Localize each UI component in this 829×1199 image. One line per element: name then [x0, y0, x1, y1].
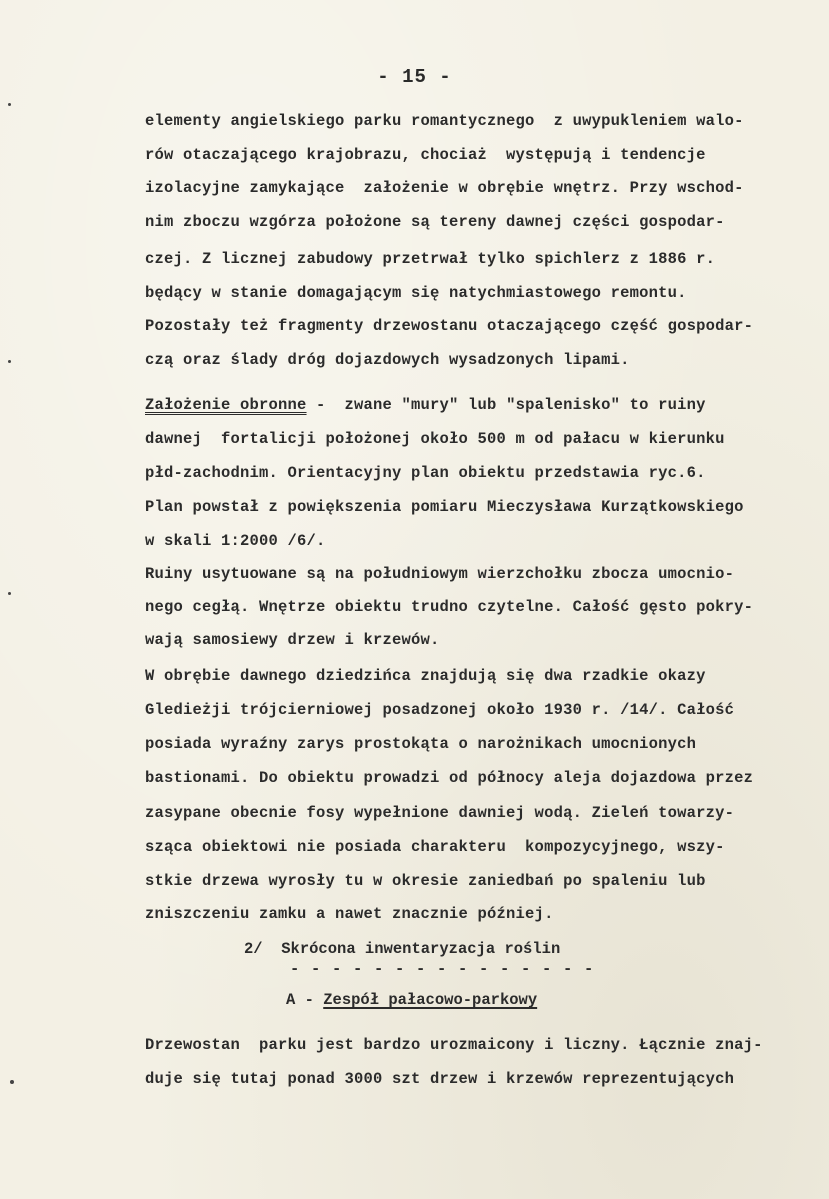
text-line: czą oraz ślady dróg dojazdowych wysadzonych lipami. [145, 351, 630, 369]
text-line: rów otaczającego krajobrazu, chociaż występują i tendencje [145, 146, 706, 164]
paragraph-heading: Założenie obronne [145, 396, 307, 414]
text-line: izolacyjne zamykające założenie w obrębie wnętrz. Przy wschod- [145, 179, 744, 197]
text-line: elementy angielskiego parku romantycznego z uwypukleniem walo- [145, 112, 744, 130]
text-line: Ruiny usytuowane są na południowym wierzchołku zbocza umocnio- [145, 565, 735, 583]
text-line: stkie drzewa wyrosły tu w okresie zaniedbań po spaleniu lub [145, 872, 706, 890]
text-line: posiada wyraźny zarys prostokąta o narożnikach umocnionych [145, 735, 697, 753]
subsection-heading [286, 991, 537, 1009]
text-run: - zwane "mury" lub "spalenisko" to ruiny [306, 396, 706, 414]
text-line: W obrębie dawnego dziedzińca znajdują się dwa rzadkie okazy [145, 667, 706, 685]
subsection-title: Zespół pałacowo-parkowy [323, 991, 538, 1009]
text-line: nego cegłą. Wnętrze obiektu trudno czytelne. Całość gęsto pokry- [145, 598, 754, 616]
section-underline-dashes: - - - - - - - - - - - - - - - [290, 960, 595, 978]
text-line: zasypane obecnie fosy wypełnione dawniej wodą. Zieleń towarzy- [145, 804, 735, 822]
text-line: bastionami. Do obiektu prowadzi od północy aleja dojazdowa przez [145, 769, 754, 787]
text-line: nim zboczu wzgórza położone są tereny dawnej części gospodar- [145, 213, 725, 231]
text-line: Drzewostan parku jest bardzo urozmaicony i liczny. Łącznie znaj- [145, 1036, 763, 1054]
text-line: płd-zachodnim. Orientacyjny plan obiektu przedstawia ryc.6. [145, 464, 706, 482]
text-line: Pozostały też fragmenty drzewostanu otaczającego część gospodar- [145, 317, 754, 335]
text-line: czej. Z licznej zabudowy przetrwał tylko spichlerz z 1886 r. [145, 250, 716, 268]
text-line: sząca obiektowi nie posiada charakteru kompozycyjnego, wszy- [145, 838, 725, 856]
section-title: Skrócona inwentaryzacja roślin [281, 940, 561, 958]
section-number: 2/ [244, 940, 263, 958]
margin-mark [8, 592, 11, 595]
text-line: Gledieżji trójcierniowej posadzonej około 1930 r. /14/. Całość [145, 701, 735, 719]
text-line: w skali 1:2000 /6/. [145, 532, 326, 550]
page-number: - 15 - [377, 66, 452, 88]
margin-mark [8, 103, 11, 106]
text-line [145, 396, 706, 414]
section-heading [244, 940, 560, 958]
subsection-prefix: A - [286, 991, 324, 1009]
text-line: będący w stanie domagającym się natychmiastowego remontu. [145, 284, 687, 302]
margin-mark [8, 360, 11, 363]
text-line: Plan powstał z powiększenia pomiaru Mieczysława Kurzątkowskiego [145, 498, 744, 516]
text-line: duje się tutaj ponad 3000 szt drzew i krzewów reprezentujących [145, 1070, 735, 1088]
text-line: dawnej fortalicji położonej około 500 m od pałacu w kierunku [145, 430, 725, 448]
margin-mark [10, 1080, 14, 1084]
text-line: wają samosiewy drzew i krzewów. [145, 631, 440, 649]
text-line: zniszczeniu zamku a nawet znacznie później. [145, 905, 554, 923]
